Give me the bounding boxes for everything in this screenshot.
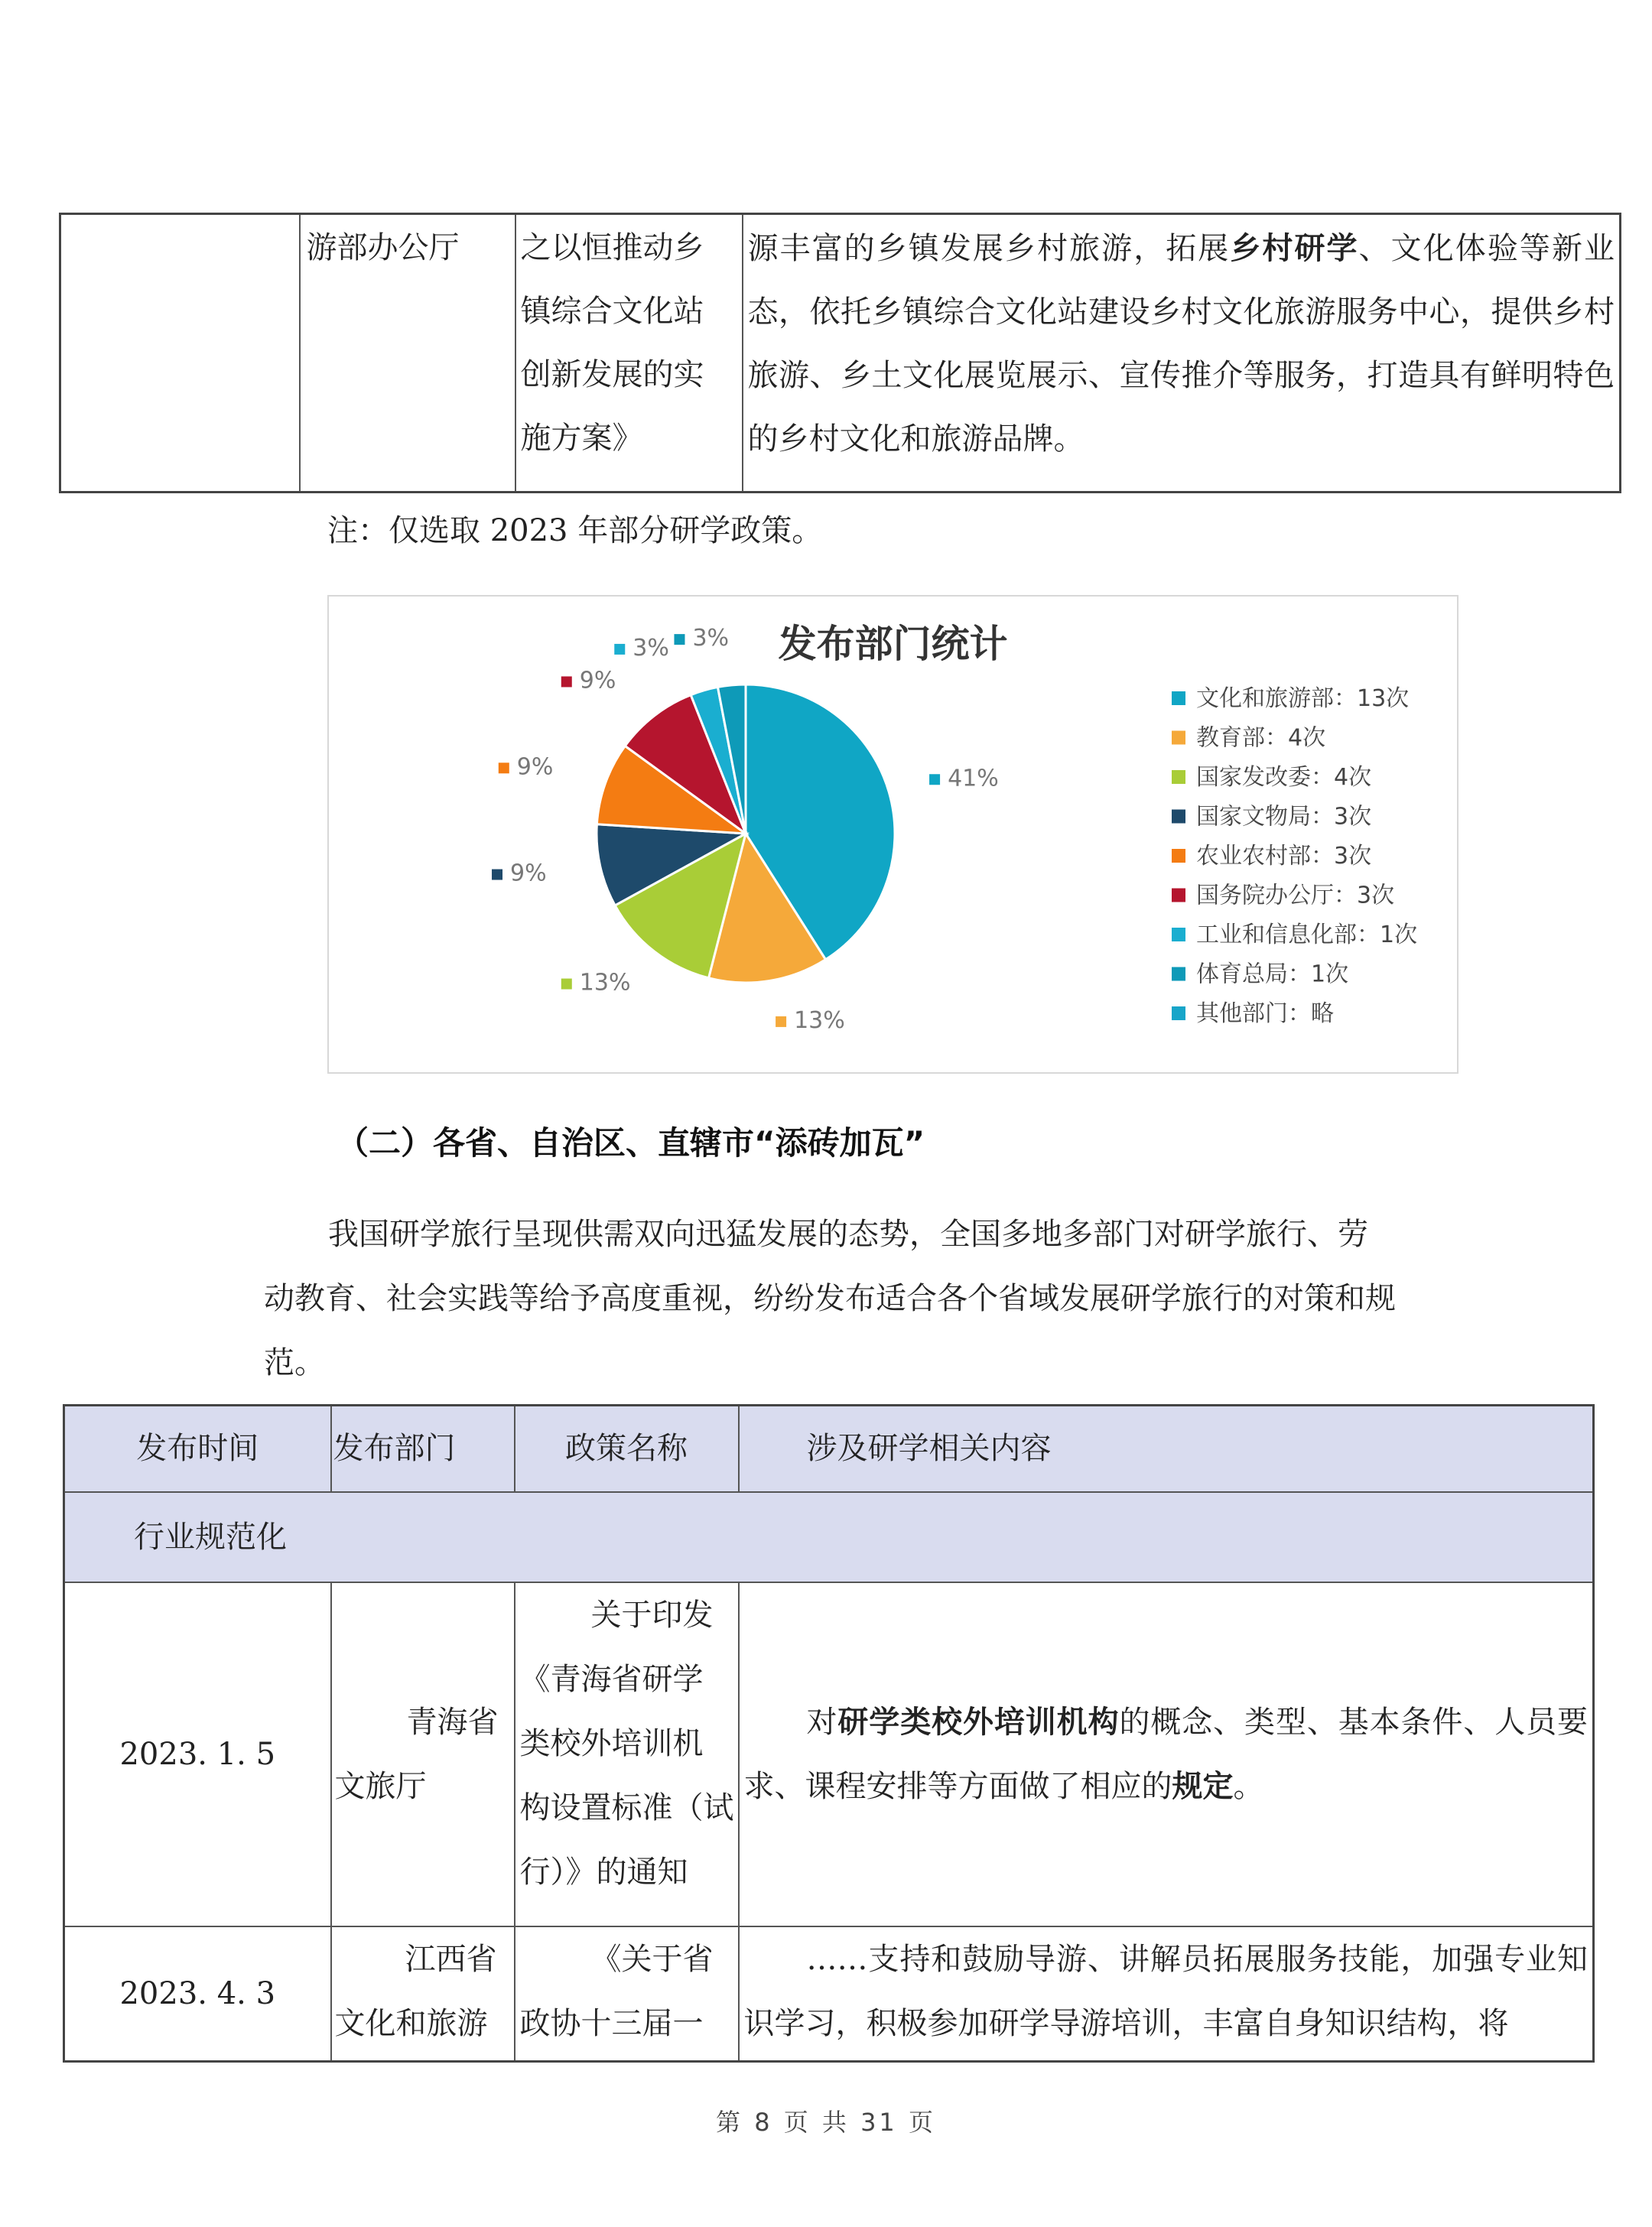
slice-label-marker [776, 1016, 786, 1027]
table-row [64, 1582, 1594, 1926]
legend-entry: 工业和信息化部：1次 [1196, 922, 1418, 948]
slice-percent-label: 9% [579, 667, 616, 694]
legend-entry: 体育总局：1次 [1196, 961, 1349, 988]
slice-percent-label: 13% [579, 969, 631, 996]
legend-swatch [1172, 849, 1185, 863]
slice-percent-label: 3% [633, 634, 669, 662]
policy-line: 镇综合文化站 [520, 294, 704, 329]
slice-label-marker [561, 676, 572, 687]
table-cell-dept [300, 214, 515, 493]
table-cell-policy [515, 1582, 739, 1926]
column-header: 政策名称 [515, 1406, 739, 1492]
pie-chart [327, 595, 1459, 1074]
legend-swatch [1172, 967, 1185, 981]
legend-swatch [1172, 928, 1185, 941]
page-footer: 第 8 页 共 31 页 [716, 2108, 936, 2137]
slice-percent-label: 41% [948, 765, 999, 792]
legend-swatch [1172, 889, 1185, 902]
legend-entry: 教育部：4次 [1196, 724, 1326, 752]
policy-line: 关于印发 [590, 1598, 714, 1634]
table-cell-date: 2023. 4. 3 [64, 1926, 331, 2062]
chart-title: 发布部门统计 [778, 622, 1008, 666]
dept-line: 青海省 [406, 1705, 499, 1741]
legend-swatch [1172, 770, 1185, 784]
category-row [64, 1492, 1594, 1582]
pie-chart-svg [329, 597, 1457, 1072]
content-part: 。 [1233, 1769, 1264, 1805]
slice-label [776, 1007, 845, 1034]
slice-label [561, 667, 616, 694]
table-cell-dept [331, 1926, 515, 2062]
column-header: 发布部门 [331, 1406, 515, 1492]
legend-swatch [1172, 731, 1185, 745]
content-part-bold: 规定 [1172, 1768, 1234, 1805]
dept-text: 游部办公厅 [306, 230, 460, 265]
dept-line: 文化和旅游 [334, 2005, 488, 2041]
table-cell-date: 2023. 1. 5 [64, 1582, 331, 1926]
table-note: 注：仅选取 2023 年部分研学政策。 [327, 513, 823, 548]
slice-label [561, 970, 631, 996]
slice-label-marker [561, 979, 572, 990]
dept-line: 江西省 [405, 1941, 497, 1977]
slice-label-marker [614, 644, 625, 655]
table-cell-dept [331, 1582, 515, 1926]
policy-line: 行）》的通知 [519, 1855, 688, 1891]
slice-label-marker [674, 634, 685, 645]
slice-percent-label: 9% [510, 860, 547, 887]
table-cell-policy [515, 214, 743, 493]
table-cell-date [60, 214, 300, 493]
slice-label [614, 635, 669, 662]
table-cell-policy [515, 1926, 739, 2062]
slice-label-marker [929, 774, 940, 785]
slice-label [929, 765, 999, 792]
legend-entry: 其他部门：略 [1196, 1000, 1334, 1027]
legend-entry: 国家文物局：3次 [1196, 803, 1372, 831]
legend-entry: 文化和旅游部：13次 [1196, 685, 1410, 712]
table-cell-content: ……支持和鼓励导游、讲解员拓展服务技能，加强专业知识学习，积极参加研学导游培训，丰富自身知识结构，将 [739, 1926, 1594, 2062]
legend-entry: 国家发改委：4次 [1196, 764, 1372, 791]
content-part: 源丰富的乡镇发展乡村旅游，拓展 [747, 231, 1231, 266]
table-row [64, 1926, 1594, 2062]
slice-label [674, 625, 729, 652]
provincial-policy-table [63, 1404, 1595, 2063]
section-heading: （二）各省、自治区、直辖市“添砖加瓦” [337, 1124, 925, 1162]
table-header-row [64, 1406, 1594, 1492]
legend-entry: 农业农村部：3次 [1196, 843, 1372, 870]
slice-percent-label: 3% [692, 625, 730, 652]
slice-label-marker [492, 870, 502, 880]
content-part: 对 [806, 1705, 838, 1741]
slice-label [492, 860, 547, 887]
policy-line: 政协十三届一 [519, 2005, 704, 2041]
slice-percent-label: 9% [516, 753, 554, 781]
content-part-bold: 乡村研学 [1230, 230, 1359, 266]
policy-line: 构设置标准（试 [519, 1790, 734, 1826]
policy-line: 《关于省 [590, 1941, 714, 1977]
column-header: 发布时间 [64, 1406, 331, 1492]
legend-swatch [1172, 691, 1185, 705]
dept-line: 文旅厅 [334, 1769, 427, 1805]
content-part: 的概念、类型、基本条件、人员要求、课程安排等方面做了相应的 [743, 1705, 1589, 1805]
policy-line: 施方案》 [520, 421, 643, 456]
table-row [60, 214, 1621, 493]
table-cell-content [743, 214, 1621, 493]
table-cell-content [739, 1582, 1594, 1926]
slice-percent-label: 13% [794, 1006, 845, 1034]
content-part-bold: 研学类校外培训机构 [837, 1704, 1120, 1741]
column-header: 涉及研学相关内容 [739, 1406, 1594, 1492]
slice-label-marker [499, 762, 509, 773]
policy-line: 《青海省研学 [519, 1662, 704, 1698]
legend-swatch [1172, 1006, 1185, 1020]
slice-label [499, 753, 554, 780]
content-part: 、文化体验等新业态，依托乡镇综合文化站建设乡村文化旅游服务中心，提供乡村旅游、乡土文化展览展示、宣传推介等服务，打造具有鲜明特色的乡村文化和旅游品牌。 [747, 231, 1615, 457]
legend-entry: 国务院办公厅：3次 [1196, 882, 1395, 909]
section-paragraph: 我国研学旅行呈现供需双向迅猛发展的态势，全国多地多部门对研学旅行、劳动教育、社会实践等给予高度重视，纷纷发布适合各个省域发展研学旅行的对策和规范。 [264, 1217, 1396, 1380]
policy-line: 类校外培训机 [519, 1726, 704, 1762]
policy-line: 之以恒推动乡 [520, 230, 704, 265]
policy-table-continued [59, 213, 1621, 493]
category-label: 行业规范化 [64, 1492, 1594, 1582]
policy-line: 创新发展的实 [520, 357, 704, 392]
legend-swatch [1172, 810, 1185, 824]
